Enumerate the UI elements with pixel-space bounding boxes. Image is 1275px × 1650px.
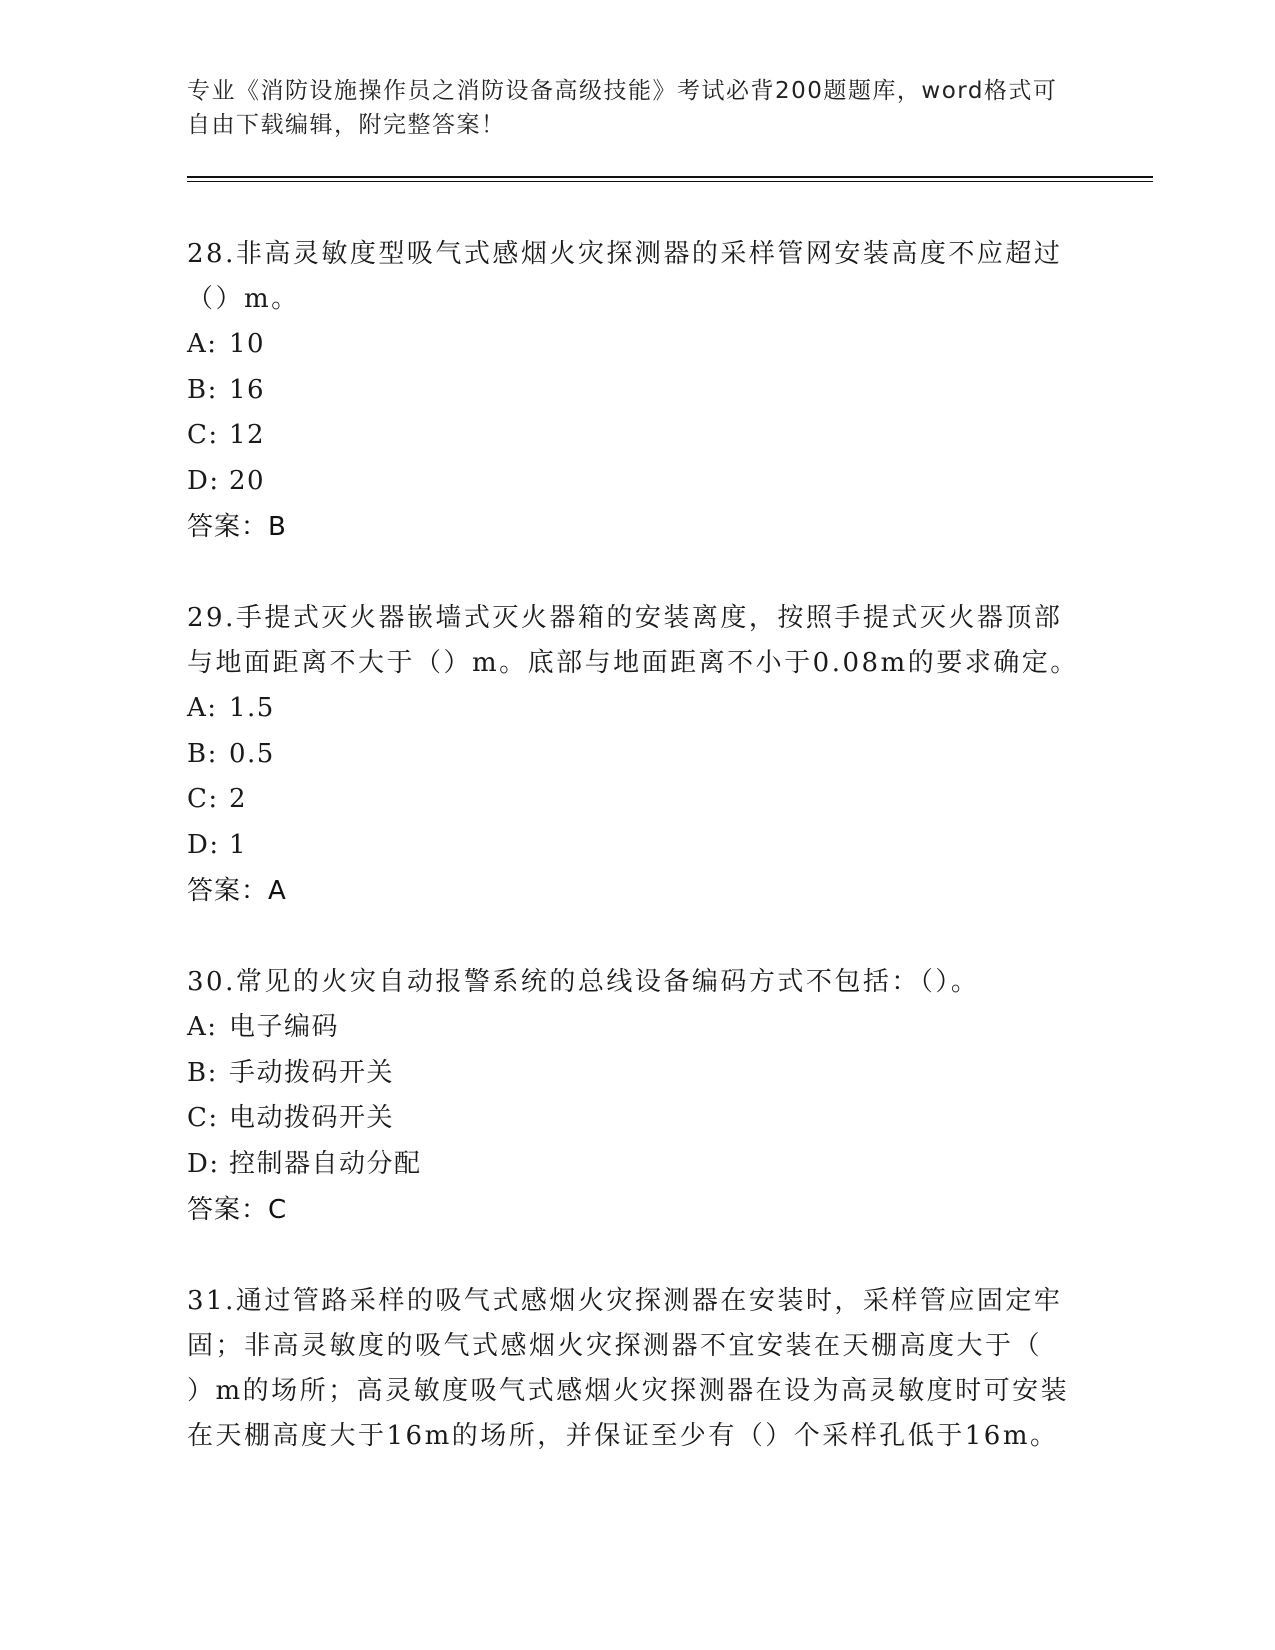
option-a (187, 322, 1087, 368)
option-text: 1.5 (229, 693, 275, 723)
option-b (187, 368, 1087, 414)
answer-line: 答案：A (187, 876, 287, 906)
answer-line: 答案：B (187, 512, 287, 542)
option-key: C: (187, 1103, 219, 1133)
option-text: 1 (229, 829, 248, 860)
option-b (187, 732, 1087, 778)
option-key: B: (187, 738, 218, 769)
option-key: D: (187, 1148, 220, 1179)
option-key: C: (187, 420, 219, 450)
option-d (187, 823, 1087, 869)
option-key: D: (187, 465, 220, 496)
question-stem-line: 固；非高灵敏度的吸气式感烟火灾探测器不宜安装在天棚高度大于（ (187, 1331, 1043, 1361)
option-a (187, 686, 1087, 732)
option-c (187, 1096, 1087, 1142)
option-text: 0.5 (229, 738, 275, 769)
question-31 (187, 1279, 1087, 1459)
question-stem-line: 31.通过管路采样的吸气式感烟火灾探测器在安装时，采样管应固定牢 (187, 1286, 1063, 1316)
option-text: 16 (229, 374, 266, 405)
option-c (187, 777, 1087, 823)
header-divider (187, 181, 1153, 182)
option-d (187, 1142, 1087, 1188)
option-text: 控制器自动分配 (229, 1148, 422, 1179)
question-stem-line: 30.常见的火灾自动报警系统的总线设备编码方式不包括：（）。 (187, 967, 980, 997)
option-key: A: (187, 1012, 218, 1042)
option-key: D: (187, 829, 220, 860)
question-stem-line: 29.手提式灭火器嵌墙式灭火器箱的安装离度，按照手提式灭火器顶部 (187, 603, 1063, 633)
option-text: 电子编码 (229, 1012, 340, 1042)
question-28 (187, 232, 1087, 550)
option-a (187, 1005, 1087, 1051)
document-header (187, 74, 1067, 142)
question-stem-line: 与地面距离不大于（）m。底部与地面距离不小于0.08m的要求确定。 (187, 648, 1079, 678)
option-key: A: (187, 693, 218, 723)
header-line: 专业《消防设施操作员之消防设备高级技能》考试必背200题题库，word格式可 (187, 78, 1058, 104)
option-key: B: (187, 374, 218, 405)
option-text: 手动拨码开关 (229, 1057, 395, 1088)
option-key: B: (187, 1057, 218, 1088)
question-stem-line: 在天棚高度大于16m的场所，并保证至少有（）个采样孔低于16m。 (187, 1421, 1059, 1451)
question-29 (187, 596, 1087, 914)
option-key: C: (187, 784, 219, 814)
option-b (187, 1051, 1087, 1097)
option-text: 20 (229, 465, 266, 496)
question-stem-line: （）m。 (187, 284, 300, 314)
question-stem-line: ）m的场所；高灵敏度吸气式感烟火灾探测器在设为高灵敏度时可安装 (187, 1376, 1070, 1406)
header-line: 自由下载编辑，附完整答案！ (187, 112, 506, 138)
option-text: 10 (229, 329, 266, 359)
option-key: A: (187, 329, 218, 359)
option-text: 12 (229, 420, 266, 450)
header-divider (187, 176, 1153, 178)
option-text: 电动拨码开关 (229, 1103, 395, 1133)
option-d (187, 459, 1087, 505)
option-text: 2 (229, 784, 248, 814)
question-30 (187, 960, 1087, 1233)
answer-line: 答案：C (187, 1195, 288, 1225)
question-stem-line: 28.非高灵敏度型吸气式感烟火灾探测器的采样管网安装高度不应超过 (187, 239, 1063, 269)
option-c (187, 413, 1087, 459)
